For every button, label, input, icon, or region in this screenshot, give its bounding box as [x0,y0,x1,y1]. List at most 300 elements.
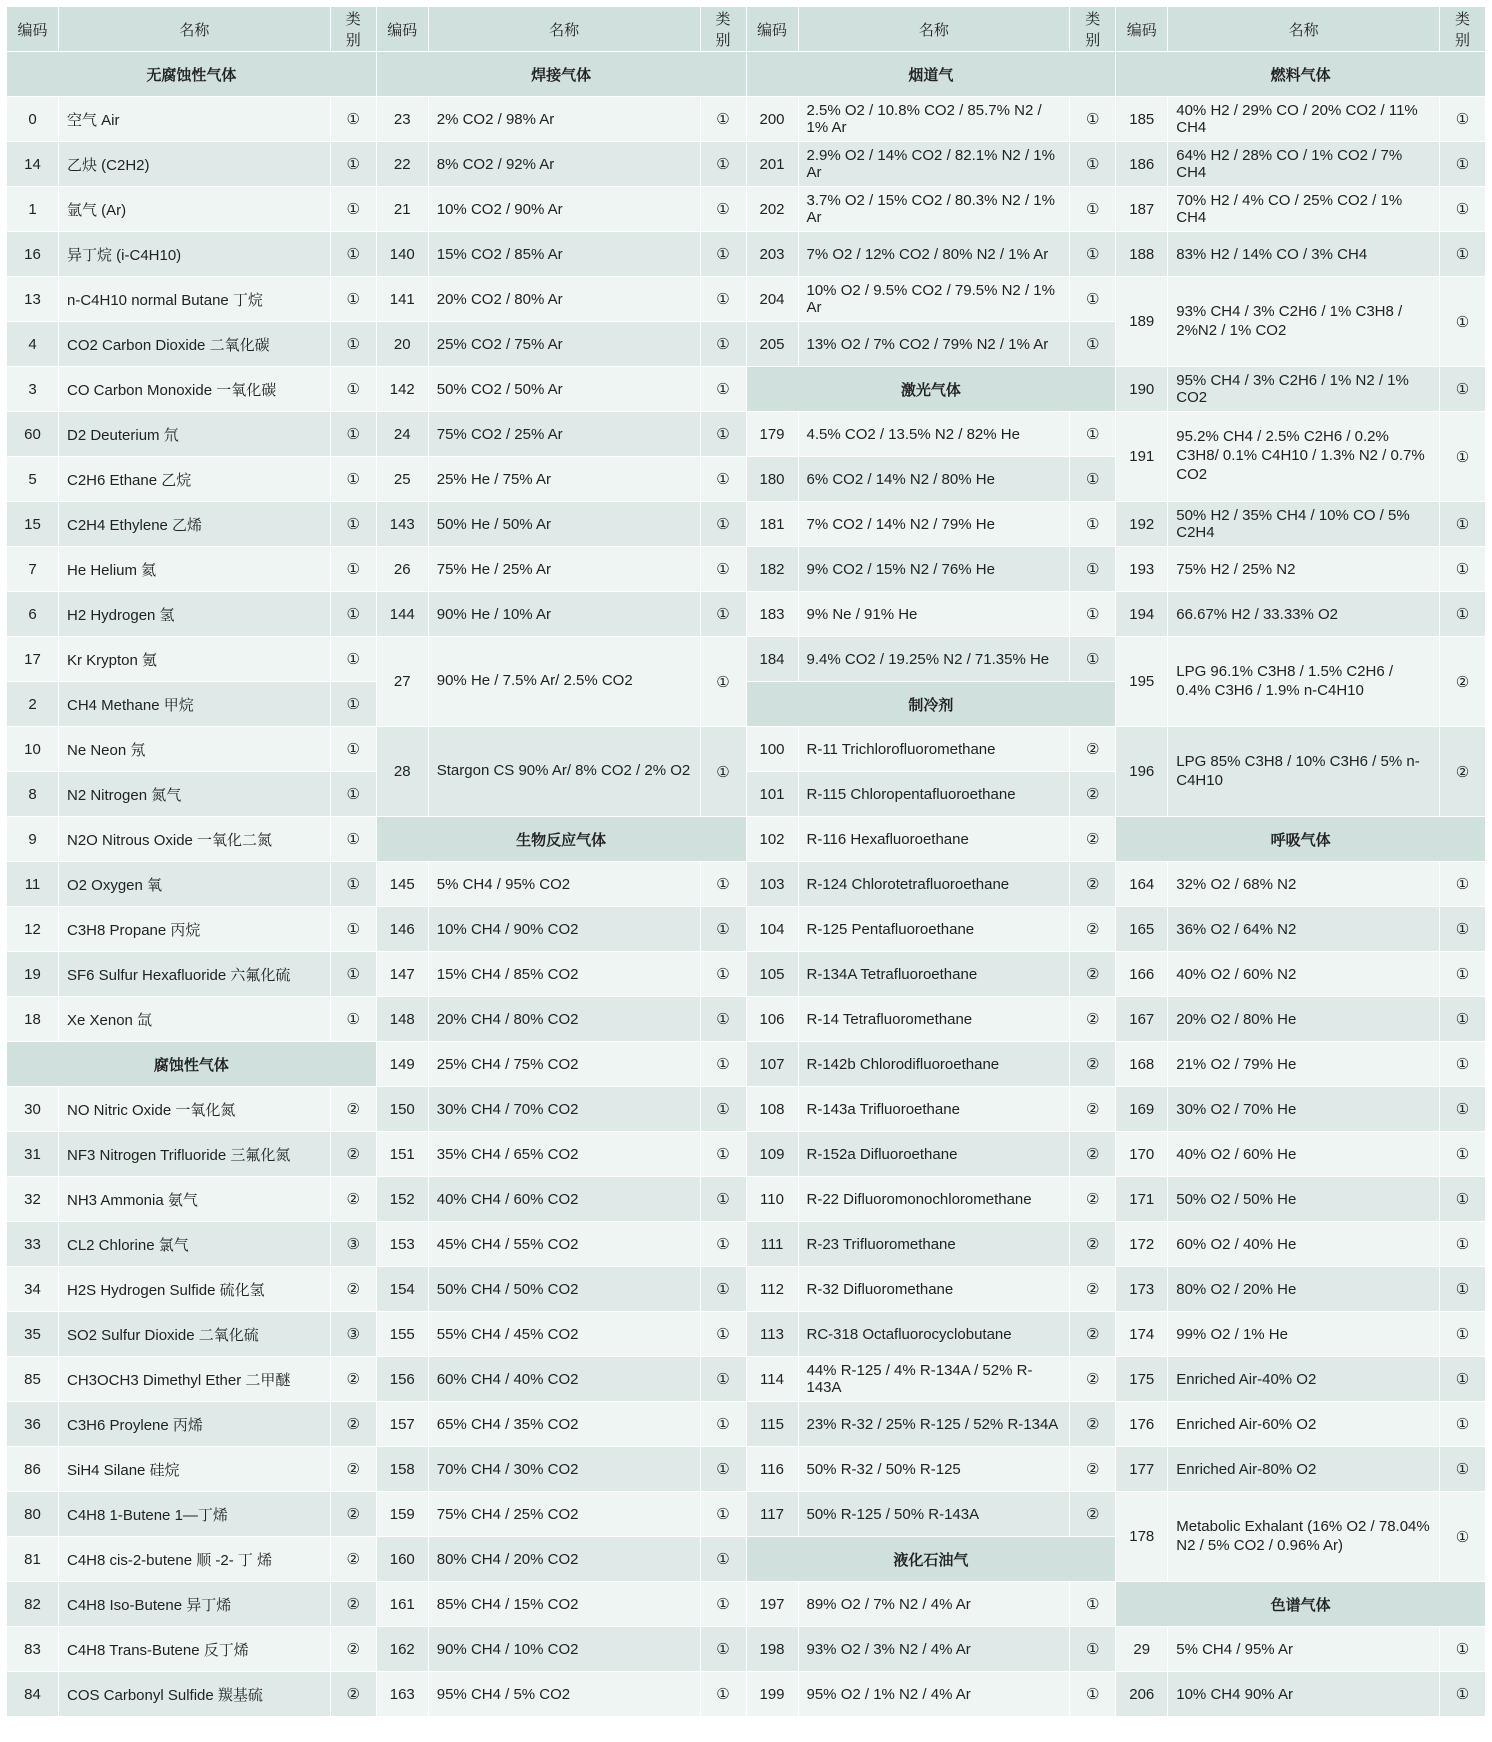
cell-category: ① [1070,412,1116,457]
cell-category: ① [700,1627,746,1672]
cell-code: 15 [7,502,59,547]
cell-category: ① [330,952,376,997]
section-header: 液化石油气 [746,1537,1116,1582]
cell-category: ① [700,592,746,637]
cell-category: ② [1070,952,1116,997]
cell-category: ① [1070,322,1116,367]
table-row [7,907,1486,952]
cell-category: ① [1440,952,1486,997]
cell-category: ② [1070,997,1116,1042]
cell-category: ② [1070,727,1116,772]
cell-name: H2 Hydrogen 氢 [59,592,331,637]
table-header-row [7,7,1486,52]
cell-code: 29 [1116,1627,1168,1672]
cell-category: ① [700,142,746,187]
cell-code: 165 [1116,907,1168,952]
cell-name: RC-318 Octafluorocyclobutane [798,1312,1070,1357]
cell-category: ① [330,682,376,727]
cell-code: 195 [1116,637,1168,727]
cell-name: 40% O2 / 60% N2 [1168,952,1440,997]
cell-name: n-C4H10 normal Butane 丁烷 [59,277,331,322]
table-row [7,1627,1486,1672]
cell-name: C4H8 1-Butene 1—丁烯 [59,1492,331,1537]
cell-code: 154 [376,1267,428,1312]
cell-name: 7% CO2 / 14% N2 / 79% He [798,502,1070,547]
cell-name: Stargon CS 90% Ar/ 8% CO2 / 2% O2 [428,727,700,817]
cell-name: Enriched Air-40% O2 [1168,1357,1440,1402]
cell-code: 105 [746,952,798,997]
cell-category: ① [1440,232,1486,277]
cell-code: 185 [1116,97,1168,142]
cell-category: ② [1070,1222,1116,1267]
cell-category: ① [1440,187,1486,232]
cell-name: 21% O2 / 79% He [1168,1042,1440,1087]
cell-code: 26 [376,547,428,592]
cell-category: ① [1070,1582,1116,1627]
table-row [7,727,1486,772]
section-header: 无腐蚀性气体 [7,52,377,97]
cell-code: 142 [376,367,428,412]
table-row [7,862,1486,907]
table-row [7,817,1486,862]
cell-code: 14 [7,142,59,187]
table-row [7,547,1486,592]
cell-code: 6 [7,592,59,637]
table-body [7,52,1486,1717]
cell-name: 50% R-125 / 50% R-143A [798,1492,1070,1537]
cell-category: ① [330,97,376,142]
cell-name: 85% CH4 / 15% CO2 [428,1582,700,1627]
cell-code: 17 [7,637,59,682]
cell-code: 112 [746,1267,798,1312]
header-code-3: 编码 [746,7,798,52]
cell-category: ① [1440,547,1486,592]
table-row [7,952,1486,997]
cell-name: 异丁烷 (i-C4H10) [59,232,331,277]
cell-name: 4.5% CO2 / 13.5% N2 / 82% He [798,412,1070,457]
cell-code: 114 [746,1357,798,1402]
cell-code: 157 [376,1402,428,1447]
cell-name: 25% He / 75% Ar [428,457,700,502]
cell-category: ① [1070,547,1116,592]
cell-name: 3.7% O2 / 15% CO2 / 80.3% N2 / 1% Ar [798,187,1070,232]
cell-code: 102 [746,817,798,862]
cell-code: 161 [376,1582,428,1627]
cell-name: CH4 Methane 甲烷 [59,682,331,727]
cell-name: R-152a Difluoroethane [798,1132,1070,1177]
cell-category: ② [330,1627,376,1672]
cell-name: NO Nitric Oxide 一氧化氮 [59,1087,331,1132]
table-row [7,1447,1486,1492]
cell-category: ② [1440,637,1486,727]
cell-code: 107 [746,1042,798,1087]
cell-category: ① [1440,142,1486,187]
cell-name: 乙炔 (C2H2) [59,142,331,187]
cell-name: CO Carbon Monoxide 一氧化碳 [59,367,331,412]
cell-name: 65% CH4 / 35% CO2 [428,1402,700,1447]
cell-name: 8% CO2 / 92% Ar [428,142,700,187]
table-row [7,502,1486,547]
cell-name: 36% O2 / 64% N2 [1168,907,1440,952]
cell-category: ② [1070,1267,1116,1312]
table-row [7,97,1486,142]
cell-category: ② [1070,1492,1116,1537]
cell-code: 12 [7,907,59,952]
cell-code: 115 [746,1402,798,1447]
cell-name: 10% CO2 / 90% Ar [428,187,700,232]
cell-name: 90% He / 10% Ar [428,592,700,637]
section-header: 呼吸气体 [1116,817,1486,862]
cell-category: ① [700,997,746,1042]
cell-code: 150 [376,1087,428,1132]
cell-category: ① [700,1402,746,1447]
cell-code: 80 [7,1492,59,1537]
cell-code: 176 [1116,1402,1168,1447]
cell-name: C2H4 Ethylene 乙烯 [59,502,331,547]
cell-code: 23 [376,97,428,142]
cell-code: 204 [746,277,798,322]
cell-code: 173 [1116,1267,1168,1312]
section-header: 生物反应气体 [376,817,746,862]
cell-category: ② [1070,1132,1116,1177]
cell-category: ① [700,1312,746,1357]
table-row [7,1177,1486,1222]
cell-code: 186 [1116,142,1168,187]
cell-category: ① [1070,1627,1116,1672]
cell-name: 2% CO2 / 98% Ar [428,97,700,142]
cell-name: R-32 Difluoromethane [798,1267,1070,1312]
cell-category: ① [700,1132,746,1177]
cell-category: ② [330,1267,376,1312]
cell-name: R-143a Trifluoroethane [798,1087,1070,1132]
cell-code: 156 [376,1357,428,1402]
cell-name: 90% He / 7.5% Ar/ 2.5% CO2 [428,637,700,727]
table-row [7,1492,1486,1537]
cell-category: ① [1070,97,1116,142]
cell-category: ① [1440,502,1486,547]
cell-category: ① [700,97,746,142]
cell-code: 31 [7,1132,59,1177]
cell-name: 40% O2 / 60% He [1168,1132,1440,1177]
cell-category: ① [700,1492,746,1537]
cell-category: ② [330,1357,376,1402]
header-code-4: 编码 [1116,7,1168,52]
cell-category: ① [700,232,746,277]
gas-code-table [6,6,1486,1717]
cell-name: R-22 Difluoromonochloromethane [798,1177,1070,1222]
cell-category: ① [700,1447,746,1492]
cell-name: 23% R-32 / 25% R-125 / 52% R-134A [798,1402,1070,1447]
cell-category: ① [700,187,746,232]
cell-name: 60% O2 / 40% He [1168,1222,1440,1267]
header-category-1: 类别 [330,7,376,52]
cell-code: 84 [7,1672,59,1717]
cell-category: ① [1070,592,1116,637]
cell-code: 143 [376,502,428,547]
cell-category: ① [1070,232,1116,277]
cell-code: 153 [376,1222,428,1267]
cell-category: ① [330,367,376,412]
cell-name: C4H8 Iso-Butene 异丁烯 [59,1582,331,1627]
cell-name: LPG 96.1% C3H8 / 1.5% C2H6 / 0.4% C3H6 / 1.9% n-C4H10 [1168,637,1440,727]
cell-name: C2H6 Ethane 乙烷 [59,457,331,502]
cell-code: 146 [376,907,428,952]
cell-category: ② [1070,817,1116,862]
cell-code: 100 [746,727,798,772]
cell-code: 106 [746,997,798,1042]
cell-code: 174 [1116,1312,1168,1357]
cell-category: ① [1440,1312,1486,1357]
table-row [7,637,1486,682]
cell-category: ① [330,142,376,187]
cell-name: LPG 85% C3H8 / 10% C3H6 / 5% n-C4H10 [1168,727,1440,817]
cell-category: ① [700,862,746,907]
cell-code: 188 [1116,232,1168,277]
cell-code: 109 [746,1132,798,1177]
cell-category: ① [700,1357,746,1402]
cell-code: 3 [7,367,59,412]
section-header: 烟道气 [746,52,1116,97]
cell-code: 196 [1116,727,1168,817]
cell-code: 169 [1116,1087,1168,1132]
cell-category: ② [1070,1357,1116,1402]
cell-category: ② [330,1492,376,1537]
cell-code: 187 [1116,187,1168,232]
cell-code: 60 [7,412,59,457]
table-row [7,1222,1486,1267]
cell-code: 177 [1116,1447,1168,1492]
cell-name: R-125 Pentafluoroethane [798,907,1070,952]
cell-code: 7 [7,547,59,592]
table-row [7,1312,1486,1357]
cell-code: 163 [376,1672,428,1717]
cell-name: Metabolic Exhalant (16% O2 / 78.04% N2 / 5% CO2 / 0.96% Ar) [1168,1492,1440,1582]
cell-code: 0 [7,97,59,142]
table-row [7,1087,1486,1132]
cell-name: CL2 Chlorine 氯气 [59,1222,331,1267]
cell-code: 189 [1116,277,1168,367]
cell-code: 10 [7,727,59,772]
cell-name: 50% H2 / 35% CH4 / 10% CO / 5% C2H4 [1168,502,1440,547]
cell-name: 93% O2 / 3% N2 / 4% Ar [798,1627,1070,1672]
cell-category: ① [1440,592,1486,637]
cell-category: ② [1070,1042,1116,1087]
cell-name: 10% CH4 / 90% CO2 [428,907,700,952]
cell-name: NH3 Ammonia 氨气 [59,1177,331,1222]
cell-name: 90% CH4 / 10% CO2 [428,1627,700,1672]
cell-code: 34 [7,1267,59,1312]
cell-name: 9.4% CO2 / 19.25% N2 / 71.35% He [798,637,1070,682]
cell-name: 83% H2 / 14% CO / 3% CH4 [1168,232,1440,277]
cell-name: 2.5% O2 / 10.8% CO2 / 85.7% N2 / 1% Ar [798,97,1070,142]
cell-name: C4H8 Trans-Butene 反丁烯 [59,1627,331,1672]
table-row [7,1042,1486,1087]
cell-code: 104 [746,907,798,952]
cell-category: ① [1070,187,1116,232]
cell-code: 21 [376,187,428,232]
cell-name: 93% CH4 / 3% C2H6 / 1% C3H8 / 2%N2 / 1% CO2 [1168,277,1440,367]
cell-category: ① [700,1672,746,1717]
table-row [7,1357,1486,1402]
cell-code: 11 [7,862,59,907]
cell-category: ② [330,1087,376,1132]
cell-code: 164 [1116,862,1168,907]
cell-code: 9 [7,817,59,862]
cell-code: 198 [746,1627,798,1672]
cell-name: 70% H2 / 4% CO / 25% CO2 / 1% CH4 [1168,187,1440,232]
cell-category: ① [1440,412,1486,502]
cell-name: H2S Hydrogen Sulfide 硫化氢 [59,1267,331,1312]
cell-category: ① [700,457,746,502]
cell-category: ① [700,502,746,547]
cell-category: ① [330,322,376,367]
cell-name: 40% H2 / 29% CO / 20% CO2 / 11% CH4 [1168,97,1440,142]
cell-code: 28 [376,727,428,817]
cell-code: 2 [7,682,59,727]
cell-code: 168 [1116,1042,1168,1087]
cell-name: R-11 Trichlorofluoromethane [798,727,1070,772]
section-header: 色谱气体 [1116,1582,1486,1627]
cell-code: 182 [746,547,798,592]
header-category-2: 类别 [700,7,746,52]
cell-category: ① [1440,277,1486,367]
table-row [7,592,1486,637]
cell-category: ② [1070,1447,1116,1492]
cell-name: 50% CO2 / 50% Ar [428,367,700,412]
cell-name: SO2 Sulfur Dioxide 二氧化硫 [59,1312,331,1357]
cell-category: ① [330,862,376,907]
header-name-2: 名称 [428,7,700,52]
cell-category: ① [1070,142,1116,187]
cell-code: 117 [746,1492,798,1537]
cell-category: ① [1440,1627,1486,1672]
cell-code: 184 [746,637,798,682]
cell-code: 82 [7,1582,59,1627]
cell-category: ① [700,952,746,997]
cell-name: 50% R-32 / 50% R-125 [798,1447,1070,1492]
table-row [7,1582,1486,1627]
cell-name: 89% O2 / 7% N2 / 4% Ar [798,1582,1070,1627]
table-row [7,1672,1486,1717]
cell-name: 45% CH4 / 55% CO2 [428,1222,700,1267]
cell-name: Kr Krypton 氪 [59,637,331,682]
cell-code: 33 [7,1222,59,1267]
cell-category: ② [1070,1312,1116,1357]
cell-name: 6% CO2 / 14% N2 / 80% He [798,457,1070,502]
cell-category: ① [330,547,376,592]
cell-name: O2 Oxygen 氧 [59,862,331,907]
table-row [7,1267,1486,1312]
section-header: 燃料气体 [1116,52,1486,97]
cell-category: ② [1070,1177,1116,1222]
cell-code: 101 [746,772,798,817]
cell-category: ① [330,727,376,772]
cell-category: ① [1440,1402,1486,1447]
cell-name: 95% O2 / 1% N2 / 4% Ar [798,1672,1070,1717]
cell-name: He Helium 氦 [59,547,331,592]
cell-category: ① [700,1582,746,1627]
cell-code: 1 [7,187,59,232]
cell-code: 144 [376,592,428,637]
cell-category: ① [330,457,376,502]
cell-code: 27 [376,637,428,727]
cell-code: 86 [7,1447,59,1492]
cell-name: 25% CO2 / 75% Ar [428,322,700,367]
cell-name: 75% H2 / 25% N2 [1168,547,1440,592]
cell-category: ① [330,907,376,952]
cell-code: 111 [746,1222,798,1267]
cell-name: 55% CH4 / 45% CO2 [428,1312,700,1357]
cell-name: 25% CH4 / 75% CO2 [428,1042,700,1087]
cell-name: SiH4 Silane 硅烷 [59,1447,331,1492]
cell-category: ① [330,502,376,547]
cell-code: 201 [746,142,798,187]
header-name-1: 名称 [59,7,331,52]
cell-code: 145 [376,862,428,907]
cell-name: 30% O2 / 70% He [1168,1087,1440,1132]
cell-name: 75% He / 25% Ar [428,547,700,592]
cell-name: 5% CH4 / 95% Ar [1168,1627,1440,1672]
cell-code: 152 [376,1177,428,1222]
cell-category: ① [1440,862,1486,907]
cell-category: ② [1070,907,1116,952]
cell-category: ② [1070,1402,1116,1447]
cell-name: 15% CH4 / 85% CO2 [428,952,700,997]
cell-category: ① [330,637,376,682]
cell-name: 7% O2 / 12% CO2 / 80% N2 / 1% Ar [798,232,1070,277]
cell-category: ① [700,1222,746,1267]
cell-category: ② [330,1132,376,1177]
cell-name: 60% CH4 / 40% CO2 [428,1357,700,1402]
cell-category: ② [330,1672,376,1717]
cell-name: 32% O2 / 68% N2 [1168,862,1440,907]
cell-code: 103 [746,862,798,907]
cell-name: 50% He / 50% Ar [428,502,700,547]
cell-code: 30 [7,1087,59,1132]
cell-name: 44% R-125 / 4% R-134A / 52% R-143A [798,1357,1070,1402]
cell-code: 183 [746,592,798,637]
table-row [7,232,1486,277]
cell-category: ① [700,727,746,817]
cell-name: R-116 Hexafluoroethane [798,817,1070,862]
cell-category: ① [330,187,376,232]
cell-name: 2.9% O2 / 14% CO2 / 82.1% N2 / 1% Ar [798,142,1070,187]
cell-category: ① [1440,997,1486,1042]
cell-code: 194 [1116,592,1168,637]
table-row [7,412,1486,457]
header-category-3: 类别 [1070,7,1116,52]
cell-category: ① [1070,1672,1116,1717]
cell-category: ① [330,772,376,817]
cell-category: ② [1070,772,1116,817]
cell-code: 113 [746,1312,798,1357]
cell-code: 166 [1116,952,1168,997]
cell-code: 206 [1116,1672,1168,1717]
cell-category: ① [1440,1357,1486,1402]
cell-code: 193 [1116,547,1168,592]
cell-name: 64% H2 / 28% CO / 1% CO2 / 7% CH4 [1168,142,1440,187]
section-header: 腐蚀性气体 [7,1042,377,1087]
cell-name: SF6 Sulfur Hexafluoride 六氟化硫 [59,952,331,997]
cell-category: ① [330,412,376,457]
cell-code: 25 [376,457,428,502]
cell-code: 171 [1116,1177,1168,1222]
cell-category: ② [330,1447,376,1492]
cell-name: 80% O2 / 20% He [1168,1267,1440,1312]
cell-code: 181 [746,502,798,547]
cell-name: C4H8 cis-2-butene 顺 -2- 丁 烯 [59,1537,331,1582]
table-row [7,142,1486,187]
